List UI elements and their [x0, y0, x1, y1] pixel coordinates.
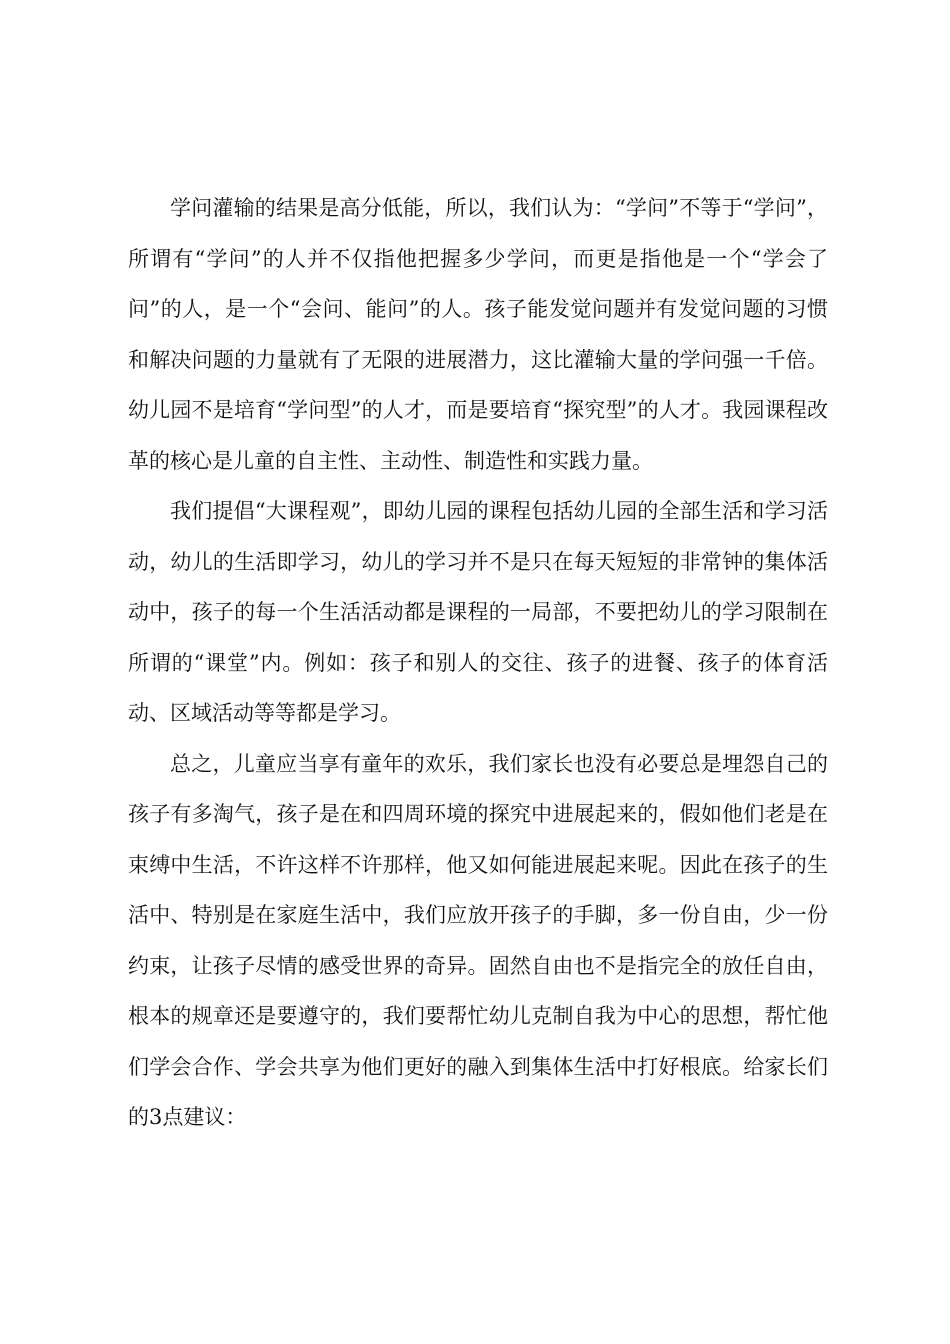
document-body — [128, 183, 828, 1143]
paragraph-2: 我们提倡“大课程观”，即幼儿园的课程包括幼儿园的全部生活和学习活动，幼儿的生活即学习，幼儿的学习并不是只在每天短短的非常钟的集体活动中，孩子的每一个生活活动都是课程的一局部，不要把幼儿的学习限制在所谓的“课堂”内。例如：孩子和别人的交往、孩子的进餐、孩子的体育活动、区域活动等等都是学习。 — [128, 499, 828, 725]
paragraph-1: 学问灌输的结果是高分低能，所以，我们认为：“学问”不等于“学问”，所谓有“学问”的人并不仅指他把握多少学问，而更是指他是一个“学会了问”的人，是一个“会问、能问”的人。孩子能发觉问题并有发觉问题的习惯和解决问题的力量就有了无限的进展潜力，这比灌输大量的学问强一千倍。幼儿园不是培育“学问型”的人才，而是要培育“探究型”的人才。我园课程改革的核心是儿童的自主性、主动性、制造性和实践力量。 — [128, 196, 828, 473]
paragraph-3: 总之，儿童应当享有童年的欢乐，我们家长也没有必要总是埋怨自己的孩子有多淘气，孩子是在和四周环境的探究中进展起来的，假如他们老是在束缚中生活，不许这样不许那样，他又如何能进展起来呢。因此在孩子的生活中、特别是在家庭生活中，我们应放开孩子的手脚，多一份自由，少一份约束，让孩子尽情的感受世界的奇异。固然自由也不是指完全的放任自由，根本的规章还是要遵守的，我们要帮忙幼儿克制自我为中心的思想，帮忙他们学会合作、学会共享为他们更好的融入到集体生活中打好根底。给家长们的3点建议： — [128, 751, 828, 1129]
